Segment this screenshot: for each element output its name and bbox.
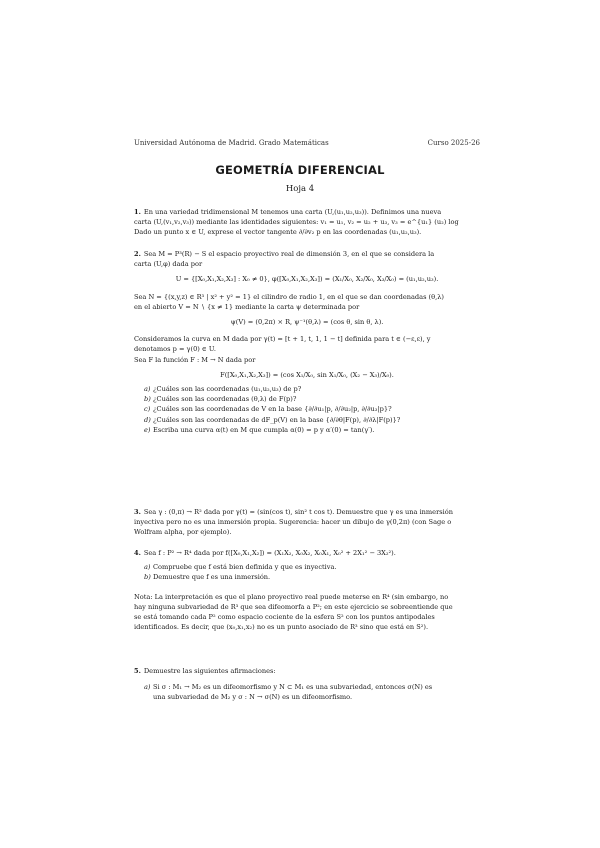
- header-university: Universidad Autónoma de Madrid. Grado Matemáticas: [134, 139, 329, 147]
- header-course: Curso 2025-26: [427, 139, 480, 147]
- list-item: d) ¿Cuáles son las coordenadas de dF_p(V) en la base {∂/∂θ|F(p), ∂/∂λ|F(p)}?: [144, 415, 401, 424]
- exercise-text-line: Consideramos la curva en M dada por γ(t) = [t + 1, t, 1, 1 − t] definida para t ∈ (−ε,ε), y: [134, 335, 431, 344]
- document-subtitle: Hoja 4: [285, 184, 315, 194]
- page-header: [134, 139, 480, 147]
- exercise-number: 3.: [134, 508, 141, 516]
- exercise-2: [134, 249, 480, 435]
- exercise-text-line: en el abierto V = N ∖ {x ≠ 1} mediante la carta ψ determinada por: [134, 302, 360, 311]
- list-item: una subvariedad de M₂ y σ : N → σ(N) es un difeomorfismo.: [153, 693, 353, 702]
- exercise-1: [134, 207, 480, 238]
- list-item: a) Si σ : M₁ → M₂ es un difeomorfismo y N ⊂ M₁ es una subvariedad, entonces σ(N) es: [144, 683, 433, 692]
- note-line: se está tomando cada P² como espacio cociente de la esfera S² con los puntos antipodales: [134, 613, 435, 622]
- list-item: b) ¿Cuáles son las coordenadas (θ,λ) de F(p)?: [144, 395, 297, 404]
- document-title: GEOMETRÍA DIFERENCIAL: [215, 163, 385, 177]
- exercise-text-line: Sea F la función F : M → N dada por: [134, 355, 256, 364]
- exercise-text-line: inyectiva pero no es una inmersión propia. Sugerencia: hacer un dibujo de γ(0,2π) (con Sage o: [134, 518, 452, 527]
- exercise-number: 4.: [134, 549, 141, 557]
- list-item: a) ¿Cuáles son las coordenadas (u₁,u₂,u₃) de p?: [144, 385, 302, 394]
- exercise-items: [134, 384, 480, 435]
- exercise-text-line: carta (U,(v₁,v₂,v₃)) mediante las identidades siguientes: v₁ = u₁, v₂ = u₂ + u₃, v₃ = e^{u₁} (u₂) log: [134, 218, 459, 227]
- exercise-text-line: denotamos p = γ(0) ∈ U.: [134, 345, 216, 354]
- formula-map: F([X₀,X₁,X₂,X₃]) = (cos X₁/X₀, sin X₁/X₀, (X₂ − X₃)/X₀).: [220, 370, 394, 379]
- list-item: c) ¿Cuáles son las coordenadas de V en la base {∂/∂u₁|p, ∂/∂u₂|p, ∂/∂u₃|p}?: [144, 405, 392, 414]
- exercise-text-line: Sea γ : (0,π) → R² dada por γ(t) = (sin(cos t), sin² t cos t). Demuestre que γ es una inmersión: [143, 508, 453, 516]
- exercise-intro: Sea f : P² → R⁴ dada por f([X₀,X₁,X₂]) = (X₁X₂, X₀X₂, X₀X₁, X₀² + 2X₁² − 3X₂²).: [143, 549, 396, 557]
- exercise-text-line: Sea M = P³(R) − S el espacio proyectivo real de dimensión 3, en el que se considera la: [143, 250, 435, 258]
- exercise-text-line: carta (U,φ) dada por: [134, 260, 203, 269]
- note-line: Nota: La interpretación es que el plano proyectivo real puede meterse en R⁴ (sin embargo, no: [134, 592, 449, 601]
- exercise-text-line: Wolfram alpha, por ejemplo).: [134, 528, 232, 537]
- exercise-intro: Demuestre las siguientes afirmaciones:: [143, 667, 276, 675]
- exercise-text-line: En una variedad tridimensional M tenemos una carta (U,(u₁,u₂,u₃)). Definimos una nueva: [143, 208, 442, 216]
- list-item: e) Escriba una curva α(t) en M que cumpla α(0) = p y α′(0) = tan(γ′).: [144, 425, 375, 434]
- formula-cylinder: ψ(V) = (0,2π) × R, ψ⁻¹(θ,λ) = (cos θ, sin θ, λ).: [230, 318, 384, 327]
- exercise-items: [134, 682, 480, 702]
- exercise-number: 1.: [134, 208, 141, 216]
- exercise-number: 5.: [134, 667, 141, 675]
- exercise-items: [134, 562, 480, 582]
- exercise-note: [134, 592, 480, 633]
- exercise-text-line: Sea N = {(x,y,z) ∈ R³ | x² + y² = 1} el cilindro de radio 1, en el que se dan coordenadas (θ,λ): [134, 292, 444, 301]
- note-line: identificados. Es decir, que (x₀,x₁,x₂) no es un punto asociado de R³ sino que está en S²).: [134, 623, 429, 632]
- exercise-number: 2.: [134, 250, 141, 258]
- list-item: b) Demuestre que f es una inmersión.: [144, 573, 271, 582]
- exercise-4: [134, 548, 480, 632]
- formula-chart: U = {[X₀,X₁,X₂,X₃] : X₀ ≠ 0}, φ([X₀,X₁,X₂,X₃]) = (X₁/X₀, X₂/X₀, X₃/X₀) = (u₁,u₂,u₃).: [175, 275, 439, 284]
- note-line: hay ninguna subvariedad de R³ que sea difeomorfa a P²; en este ejercicio se sobreentiende que: [134, 602, 453, 611]
- exercise-3: [134, 507, 480, 538]
- list-item: a) Compruebe que f está bien definida y que es inyectiva.: [144, 563, 337, 572]
- exercise-5: [134, 666, 480, 703]
- exercise-text-line: Dado un punto x ∈ U, exprese el vector tangente ∂/∂v₂ p en las coordenadas (u₁,u₂,u₃).: [134, 228, 422, 237]
